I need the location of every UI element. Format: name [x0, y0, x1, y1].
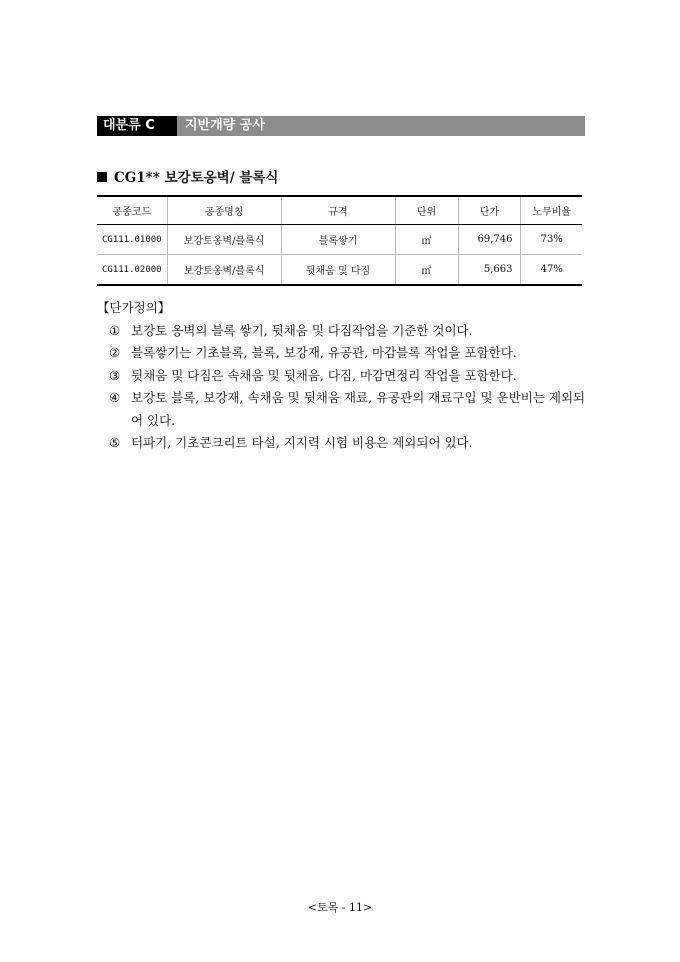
header-labor-ratio: 노무비율	[521, 196, 582, 225]
definition-item	[97, 387, 587, 432]
table-row	[97, 225, 582, 255]
cell-labor-ratio: 73%	[521, 225, 582, 255]
definition-item	[97, 320, 587, 343]
cell-labor-ratio: 47%	[521, 255, 582, 286]
item-number: ④	[109, 390, 121, 405]
cell-name: 보강토옹벽/블록식	[167, 255, 281, 286]
cell-spec: 블록쌓기	[281, 225, 395, 255]
item-number: ⑤	[109, 435, 121, 450]
cell-spec: 뒷채움 및 다짐	[281, 255, 395, 286]
square-bullet-icon	[97, 172, 107, 182]
table-header-row	[97, 196, 582, 225]
section-title-text: CG1** 보강토옹벽/ 블록식	[114, 170, 279, 186]
item-text: 보강토 옹벽의 블록 쌓기, 뒷채움 및 다짐작업을 기준한 것이다.	[131, 322, 473, 338]
definition-item	[97, 365, 587, 388]
header-code: 공종코드	[97, 196, 167, 225]
item-number: ②	[109, 345, 121, 360]
header-spec: 규격	[281, 196, 395, 225]
header-name: 공종명칭	[167, 196, 281, 225]
item-text: 보강토 블록, 보강재, 속채움 및 뒷채움 재료, 유공관의 재료구입 및 운반비는 제외되어 있다.	[131, 390, 586, 428]
header-price: 단가	[458, 196, 521, 225]
item-number: ③	[109, 367, 121, 383]
item-text: 뒷채움 및 다짐은 속채움 및 뒷채움, 다짐, 마감면정리 작업을 포함한다.	[131, 367, 517, 383]
header-unit: 단위	[395, 196, 458, 225]
definition-item	[97, 342, 587, 365]
cell-unit: ㎡	[395, 255, 458, 286]
table-row	[97, 255, 582, 286]
section-title	[97, 166, 278, 186]
cell-price: 5,663	[458, 255, 521, 286]
category-banner	[97, 116, 585, 136]
item-number: ①	[109, 322, 121, 338]
category-title: 지반개량 공사	[185, 118, 265, 133]
item-text: 터파기, 기초콘크리트 타설, 지지력 시험 비용은 제외되어 있다.	[131, 435, 473, 450]
unit-price-definitions	[97, 297, 587, 455]
definitions-heading: 【단가정의】	[97, 300, 171, 315]
unit-price-table	[97, 195, 582, 286]
category-label: 대분류 C	[97, 116, 177, 136]
cell-code: CG111.01000	[97, 225, 167, 255]
definition-item	[97, 432, 587, 455]
page-number: <토목 - 11>	[307, 901, 373, 914]
cell-unit: ㎡	[395, 225, 458, 255]
cell-code: CG111.02000	[97, 255, 167, 286]
item-text: 블록쌓기는 기초블록, 블록, 보강재, 유공관, 마감블록 작업을 포함한다.	[131, 345, 517, 360]
cell-price: 69,746	[458, 225, 521, 255]
cell-name: 보강토옹벽/블록식	[167, 225, 281, 255]
